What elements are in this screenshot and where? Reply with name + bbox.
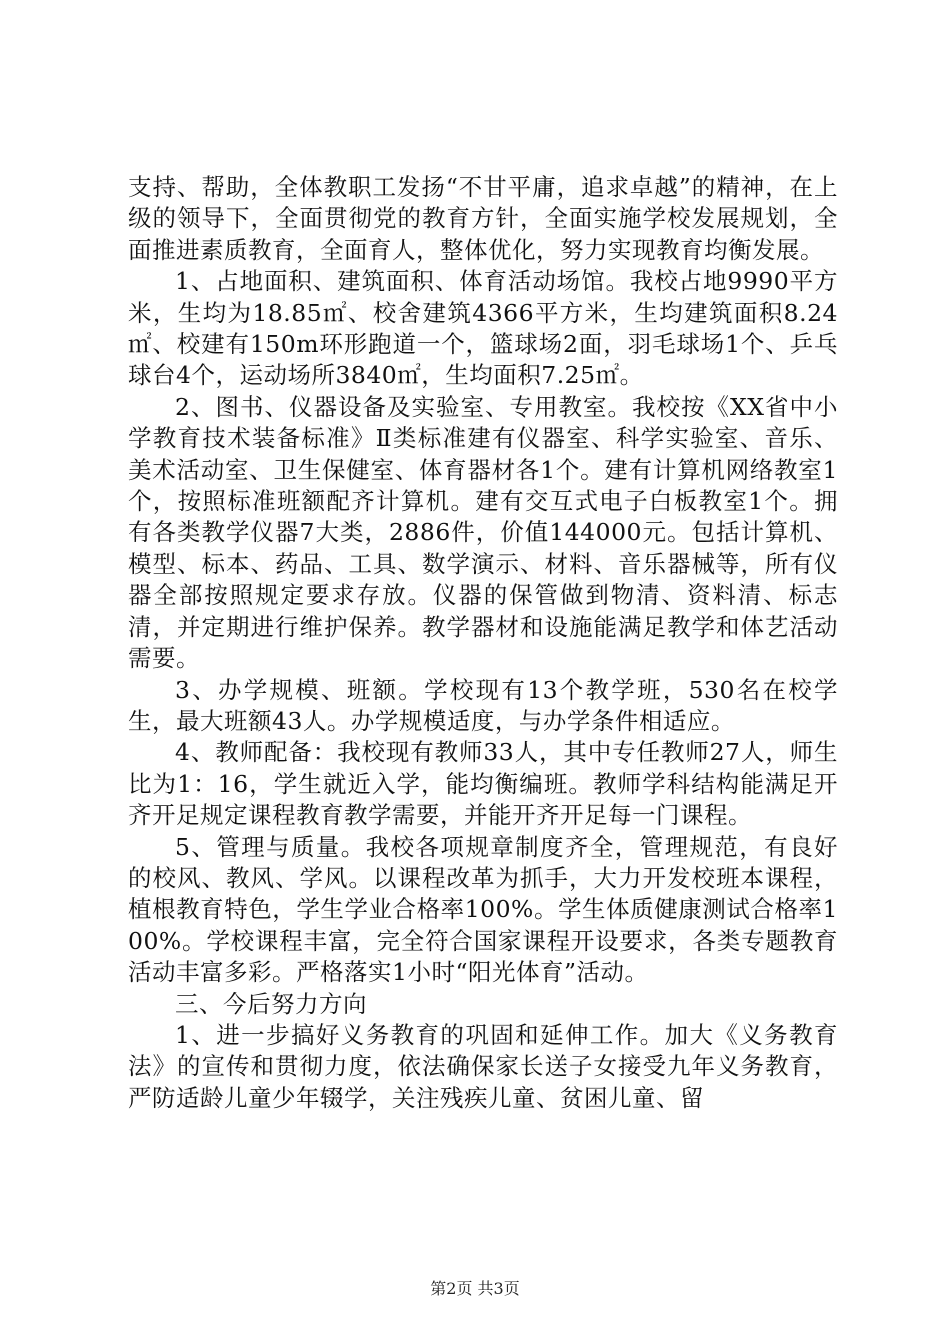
paragraph-school-scale: 3、办学规模、班额。学校现有13个教学班，530名在校学生，最大班额43人。办学规模适度，与办学条件相适应。 [128,675,838,735]
paragraph-continuation: 支持、帮助，全体教职工发扬“不甘平庸，追求卓越”的精神，在上级的领导下，全面贯彻党的教育方针，全面实施学校发展规划，全面推进素质教育，全面育人，整体优化，努力实现教育均衡发展。 [128,173,838,264]
paragraph-teachers: 4、教师配备：我校现有教师33人，其中专任教师27人，师生比为1：16，学生就近入学，能均衡编班。教师学科结构能满足开齐开足规定课程教育教学需要，并能开齐开足每一门课程。 [128,738,838,830]
document-body [128,172,838,1114]
section-heading-future: 三、今后努力方向 [175,989,367,1018]
paragraph-management: 5、管理与质量。我校各项规章制度齐全，管理规范，有良好的校风、教风、学风。以课程改革为抓手，大力开发校班本课程，植根教育特色，学生学业合格率100%。学生体质健康测试合格率100%。学校课程丰富，完全符合国家课程开设要求，各类专题教育活动丰富多彩。严格落实1小时“阳光体育”活动。 [128,832,838,987]
page-number-footer: 第2页 共3页 [430,1279,520,1298]
paragraph-site-area: 1、占地面积、建筑面积、体育活动场馆。我校占地9990平方米，生均为18.85㎡、校舍建筑4366平方米，生均建筑面积8.24㎡、校建有150m环形跑道一个，篮球场2面，羽毛球场1个、乒乓球台4个，运动场所3840㎡，生均面积7.25㎡。 [128,267,838,390]
paragraph-compulsory-education: 1、进一步搞好义务教育的巩固和延伸工作。加大《义务教育法》的宣传和贯彻力度，依法确保家长送子女接受九年义务教育，严防适龄儿童少年辍学，关注残疾儿童、贫困儿童、留 [128,1020,838,1112]
paragraph-equipment: 2、图书、仪器设备及实验室、专用教室。我校按《XX省中小学教育技术装备标准》Ⅱ类标准建有仪器室、科学实验室、音乐、美术活动室、卫生保健室、体育器材各1个。建有计算机网络教室1个，按照标准班额配齐计算机。建有交互式电子白板教室1个。拥有各类教学仪器7大类，2886件，价值144000元。包括计算机、模型、标本、药品、工具、数学演示、材料、音乐器械等，所有仪器全部按照规定要求存放。仪器的保管做到物清、资料清、标志清，并定期进行维护保养。教学器材和设施能满足教学和体艺活动需要。 [128,392,838,673]
